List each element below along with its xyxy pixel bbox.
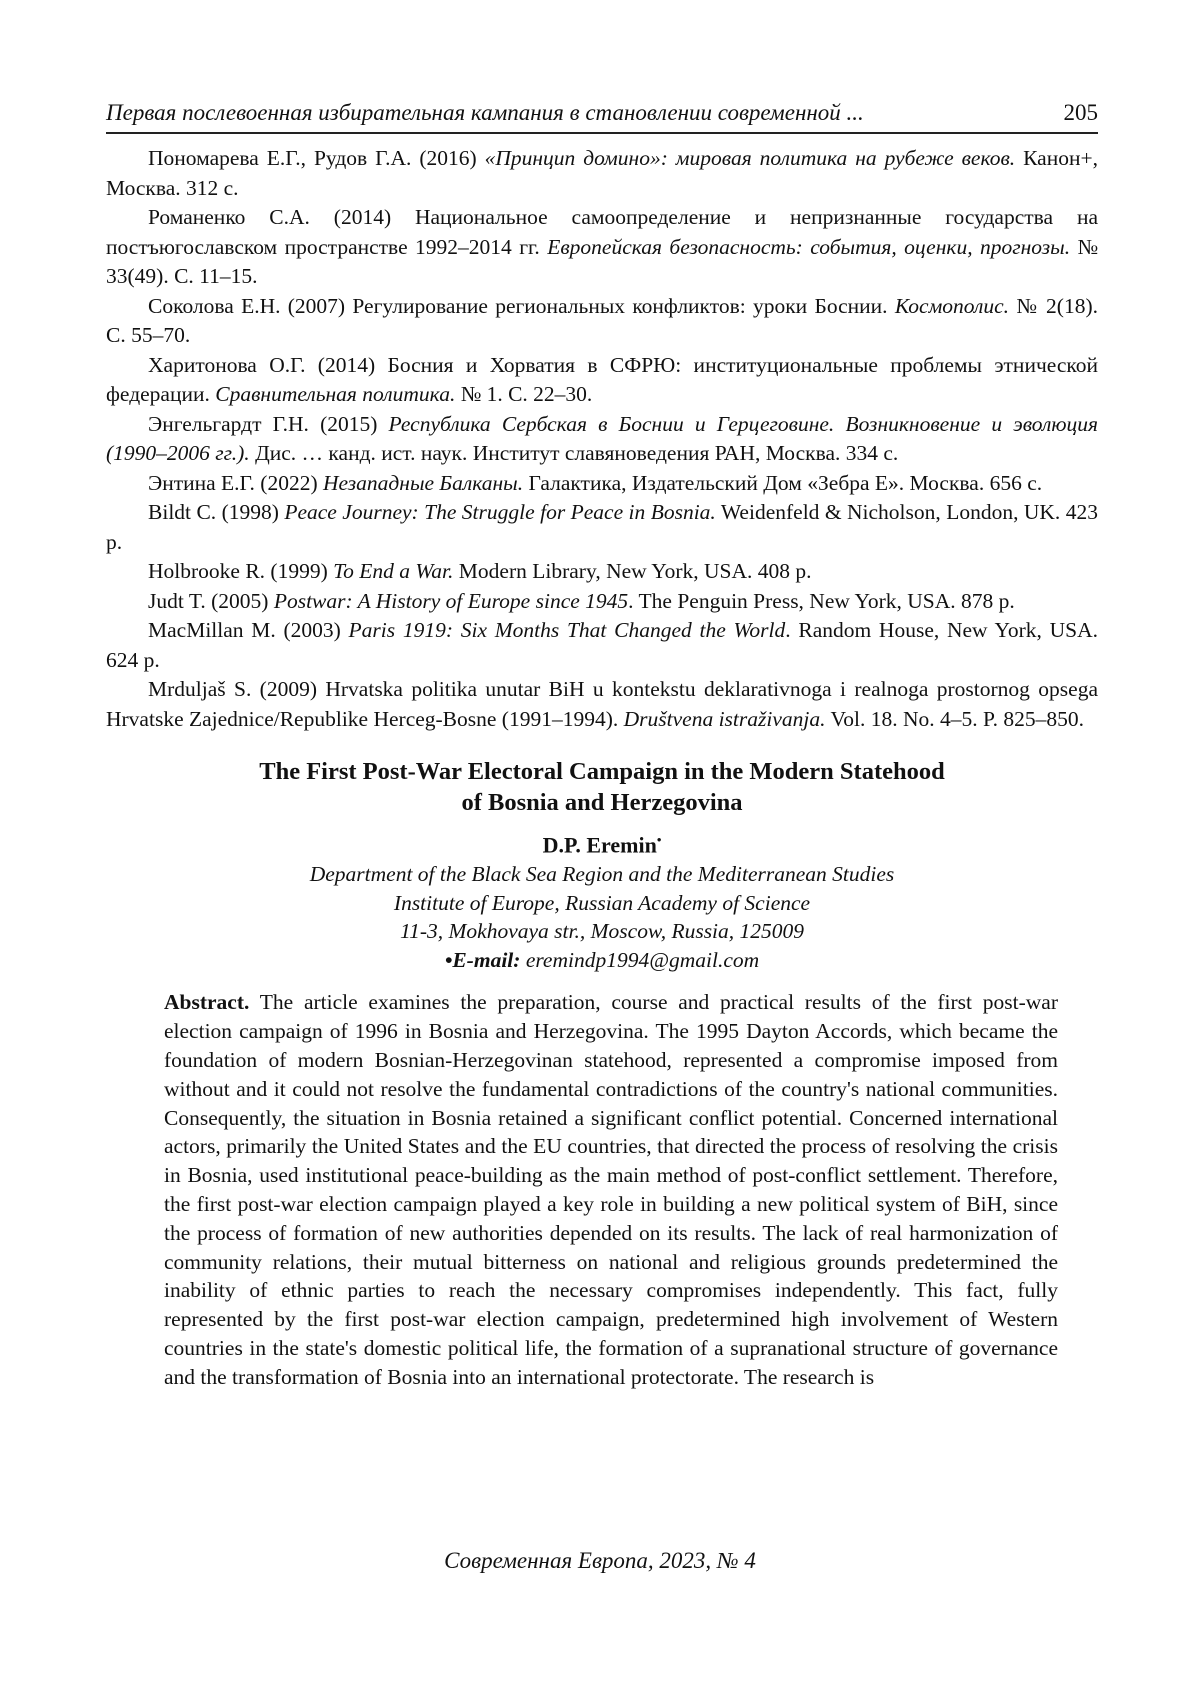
author-footnote-mark: •	[656, 832, 662, 847]
abstract-text: The article examines the preparation, course and practical results of the first post-war election campaign of 1996 in Bosnia and Herzegovina. The 1995 Dayton Accords, which became the foundation of modern Bosnian-Herzegovinan statehood, represented a compromise imposed from without and it could not resolve the fundamental contradictions of the country's national communities. Consequently, the situation in Bosnia retained a significant conflict potential. Concerned international actors, primarily the United States and the EU countries, that directed the process of resolving the crisis in Bosnia, used institutional peace-building as the main method of post-conflict settlement. Therefore, the first post-war election campaign played a key role in building a new political system of BiH, since the process of formation of new authorities depended on its results. The lack of real harmonization of community relations, their mutual bitterness on national and religious grounds predetermined the inability of ethnic parties to reach the necessary compromises independently. This fact, fully represented by the first post-war election campaign, predetermined high involvement of Western countries in the state's domestic political life, the formation of a supranational structure of governance and the transformation of Bosnia into an international protectorate. The research is	[164, 990, 1058, 1389]
running-title: Первая послевоенная избирательная кампания в становлении современной ...	[106, 100, 864, 125]
running-header	[106, 100, 1098, 134]
reference-item: Holbrooke R. (1999) To End a War. Modern Library, New York, USA. 408 p.	[148, 559, 812, 583]
reference-item: Харитонова О.Г. (2014) Босния и Хорватия в СФРЮ: институциональные проблемы этнической федерации. Сравнительная политика. № 1. С. 22–30.	[106, 352, 1098, 406]
abstract-label: Abstract.	[164, 990, 250, 1015]
reference-item: Энтина Е.Г. (2022) Незападные Балканы. Галактика, Издательский Дом «Зебра Е». Москва. 656 с.	[148, 470, 1043, 495]
journal-footer: Современная Европа, 2023, № 4	[444, 1548, 756, 1573]
reference-item: Романенко С.А. (2014) Национальное самоопределение и непризнанные государства на постъюгославском пространстве 1992–2014 гг. Европейская безопасность: события, оценки, прогнозы. № 33(49). С. 11–15.	[106, 205, 1099, 288]
abstract	[164, 988, 1058, 1391]
page-number: 205	[1063, 100, 1098, 125]
author-email: •E-mail: eremindp1994@gmail.com	[444, 947, 760, 972]
article-title: The First Post-War Electoral Campaign in the Modern Statehood of Bosnia and Herzegovina	[259, 758, 945, 816]
affiliation: Department of the Black Sea Region and the Mediterranean Studies Institute of Europe, Russian Academy of Science 11-3, Mokhovaya str., Moscow, Russia, 125009	[309, 862, 895, 944]
reference-item: Bildt C. (1998) Peace Journey: The Struggle for Peace in Bosnia. Weidenfeld & Nicholson, London, UK. 423 p.	[106, 500, 1098, 554]
reference-item: Пономарева Е.Г., Рудов Г.А. (2016) «Принцип домино»: мировая политика на рубеже веков. Канон+, Москва. 312 с.	[106, 146, 1098, 200]
reference-item: Mrduljaš S. (2009) Hrvatska politika unutar BiH u kontekstu deklarativnoga i realnoga prostornog opsega Hrvatske Zajednice/Republike Herceg-Bosne (1991–1994). Društvena istraživanja. Vol. 18. No. 4–5. P. 825–850.	[106, 677, 1098, 731]
email-link[interactable]: eremindp1994@gmail.com	[525, 947, 760, 972]
reference-item: Энгельгардт Г.Н. (2015) Республика Сербская в Боснии и Герцеговине. Возникновение и эволюция (1990–2006 гг.). Дис. … канд. ист. наук. Институт славяноведения РАН, Москва. 334 с.	[106, 411, 1098, 465]
author-name: D.P. Eremin•	[542, 832, 662, 858]
reference-item: Соколова Е.Н. (2007) Регулирование региональных конфликтов: уроки Боснии. Космополис. № 2(18). С. 55–70.	[106, 293, 1098, 347]
reference-list	[106, 144, 1098, 734]
page	[106, 100, 1098, 1391]
reference-item: MacMillan M. (2003) Paris 1919: Six Months That Changed the World. Random House, New York, USA. 624 p.	[106, 618, 1099, 672]
email-label: E-mail:	[452, 947, 521, 972]
reference-item: Judt T. (2005) Postwar: A History of Europe since 1945. The Penguin Press, New York, USA. 878 p.	[148, 588, 1015, 613]
